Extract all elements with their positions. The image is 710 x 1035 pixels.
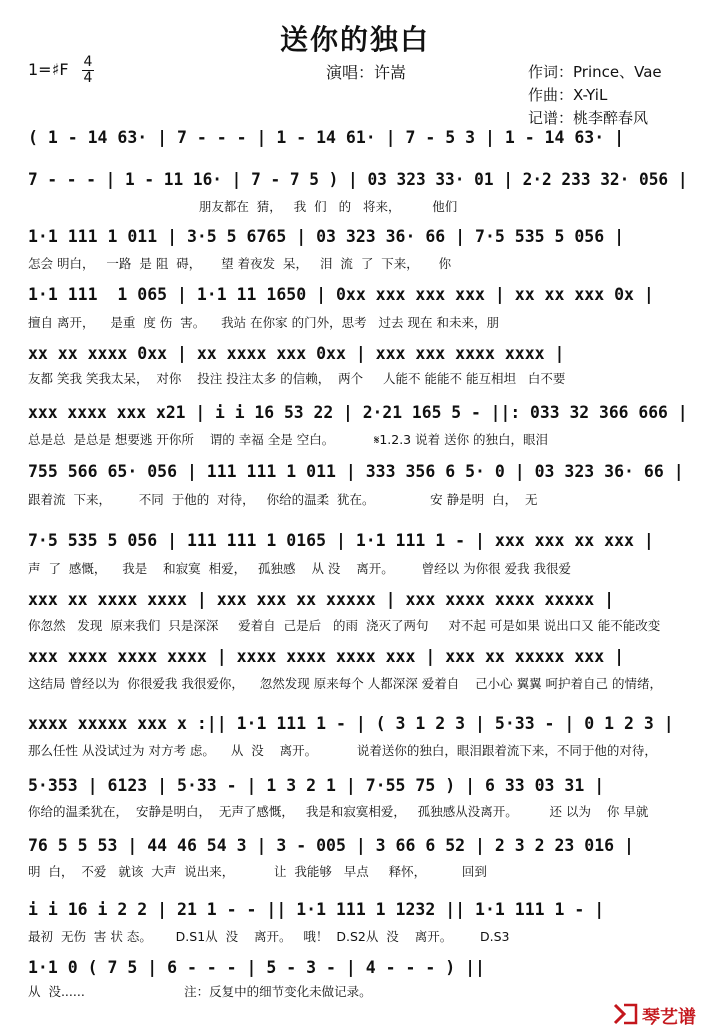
singer-credit: 演唱：许嵩: [326, 63, 407, 82]
melody-row-10: xxx xxxx xxxx xxxx | xxxx xxxx xxxx xxx | xxx xx xxxxx xxx |: [28, 647, 625, 666]
time-signature: [82, 56, 94, 85]
lyrics-row-9: 你忽然 发现 原来我们 只是深深 爱着自 己是后 的雨 浇灭了两句 对不起 可是如果 说出口又 能不能改变: [28, 618, 661, 633]
melody-row-11: xxxx xxxxx xxx x :|| 1·1 111 1 - | ( 3 1 2 3 | 5·33 - | 0 1 2 3 |: [28, 714, 674, 733]
logo-mark-icon: [612, 1001, 640, 1027]
melody-row-5: xx xx xxxx 0xx | xx xxxx xxx 0xx | xxx xxx xxxx xxxx |: [28, 344, 565, 363]
site-logo: [612, 1001, 696, 1027]
melody-row-9: xxx xx xxxx xxxx | xxx xxx xx xxxxx | xxx xxxx xxxx xxxxx |: [28, 590, 615, 609]
melody-row-12: 5·353 | 6123 | 5·33 - | 1 3 2 1 | 7·55 75 ) | 6 33 03 31 |: [28, 776, 605, 795]
melody-row-3: 1·1 111 1 011 | 3·5 5 6765 | 03 323 36· 66 | 7·5 535 5 056 |: [28, 227, 625, 246]
lyrics-row-5: 友都 笑我 笑我太呆， 对你 投注 投注太多 的信赖， 两个 人能不 能能不 能互相坦 白不要: [28, 371, 566, 386]
lyrics-row-2: 朋友都在 猜， 我 们 的 将来， 他们: [28, 199, 458, 214]
melody-row-4: 1·1 111 1 065 | 1·1 11 1650 | 0xx xxx xxx xxx | xx xx xxx 0x |: [28, 285, 654, 304]
song-title: 送你的独白: [279, 23, 430, 56]
melody-row-2: 7 - - - | 1 - 11 16· | 7 - 7 5 ) | 03 323 33· 01 | 2·2 233 32· 056 |: [28, 170, 688, 189]
lyrics-row-10: 这结局 曾经以为 你很爱我 我很爱你， 忽然发现 原来每个 人都深深 爱着自 己小心 翼翼 呵护着自己 的情绪，: [28, 676, 663, 691]
lyrics-row-15: 从 没...... 注：反复中的细节变化未做记录。: [28, 984, 372, 999]
transcriber-credit: 记谱：桃李醉春风: [528, 109, 649, 127]
melody-row-13: 76 5 5 53 | 44 46 54 3 | 3 - 005 | 3 66 6 52 | 2 3 2 23 016 |: [28, 836, 634, 855]
lyrics-row-13: 明 白， 不爱 就该 大声 说出来， 让 我能够 早点 释怀， 回到: [28, 864, 487, 879]
lyrics-row-12: 你给的温柔犹在， 安静是明白， 无声了感慨， 我是和寂寞相爱， 孤独感从没离开。 还 以为 你 早就: [28, 804, 649, 819]
lyrics-row-7: 跟着流 下来， 不同 于他的 对待， 你给的温柔 犹在。 安 静是明 白， 无: [28, 492, 538, 507]
key-signature: 1=♯F: [28, 60, 69, 79]
melody-row-14: i i 16 i 2 2 | 21 1 - - || 1·1 111 1 1232 || 1·1 111 1 - |: [28, 900, 605, 919]
composer-credit: 作曲：X-YiL: [528, 86, 608, 104]
time-signature-top: 4: [83, 54, 93, 70]
melody-row-1: ( 1 - 14 63· | 7 - - - | 1 - 14 61· | 7 - 5 3 | 1 - 14 63· |: [28, 128, 625, 147]
time-signature-bottom: 4: [83, 70, 93, 86]
lyricist-credit: 作词：Prince、Vae: [528, 63, 662, 81]
melody-row-8: 7·5 535 5 056 | 111 111 1 0165 | 1·1 111 1 - | xxx xxx xx xxx |: [28, 531, 654, 550]
lyrics-row-3: 怎会 明白， 一路 是 阻 碍， 望 着夜发 呆， 泪 流 了 下来， 你: [28, 256, 452, 271]
lyrics-row-4: 擅自 离开， 是重 度 伤 害。 我站 在你家 的门外，思考 过去 现在 和未来，朋: [28, 315, 499, 330]
melody-row-7: 755 566 65· 056 | 111 111 1 011 | 333 356 6 5· 0 | 03 323 36· 66 |: [28, 462, 684, 481]
lyrics-row-8: 声 了 感慨， 我是 和寂寞 相爱， 孤独感 从 没 离开。 曾经以 为你很 爱我 我很爱: [28, 561, 572, 576]
melody-row-15: 1·1 0 ( 7 5 | 6 - - - | 5 - 3 - | 4 - - - ) ||: [28, 958, 485, 977]
logo-text: 琴艺谱: [642, 1007, 696, 1028]
lyrics-row-11: 那么任性 从没试过为 对方考 虑。 从 没 离开。 说着送你的独白，眼泪跟着流下来，不同于他的对待，: [28, 743, 657, 758]
melody-row-6: xxx xxxx xxx x21 | i i 16 53 22 | 2·21 165 5 - ||: 033 32 366 666 |: [28, 403, 688, 422]
lyrics-row-14: 最初 无伤 害 状 态。 D.S1从 没 离开。 哦！ D.S2从 没 离开。 D.S3: [28, 929, 510, 944]
lyrics-row-6: 总是总 是总是 想要逃 开你所 谓的 幸福 全是 空白。 𝄋1.2.3 说着 送你 的独白，眼泪: [28, 432, 549, 447]
